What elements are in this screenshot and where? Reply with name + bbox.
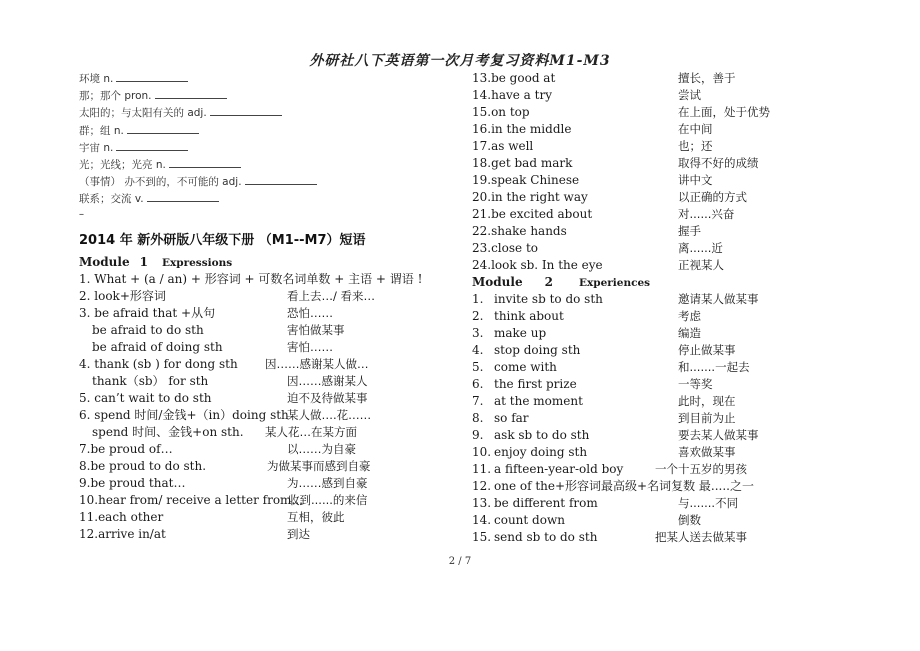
phrase-english: 17.as well [472, 139, 534, 153]
phrase-chinese: 停止做某事 [678, 343, 736, 357]
phrase-chinese: 因……感谢某人 [287, 373, 368, 388]
phrase-text: enjoy doing sth [494, 445, 588, 459]
left-column [79, 70, 459, 543]
phrase-english: 9.be proud that… [79, 475, 186, 490]
phrase-row [79, 441, 459, 458]
phrase-row [472, 342, 872, 359]
phrase-text: so far [494, 411, 529, 425]
phrase-number: 14. [472, 513, 492, 527]
phrase-row [79, 305, 459, 322]
phrase-text: make up [494, 326, 547, 340]
answer-blank[interactable] [210, 104, 282, 116]
phrase-chinese: 把某人送去做某事 [655, 530, 747, 544]
phrase-english: 19.speak Chinese [472, 173, 580, 187]
phrase-english: 3. be afraid that +从句 [79, 305, 216, 320]
phrase-english: 23.close to [472, 241, 538, 255]
phrase-english: 12.arrive in/at [79, 526, 166, 541]
phrase-chinese: 害怕做某事 [287, 322, 345, 337]
phrase-chinese: 看上去…/ 看来… [287, 288, 376, 303]
phrase-english [472, 393, 583, 410]
phrase-row [472, 172, 872, 189]
phrase-chinese: 擅长，善于 [678, 71, 736, 85]
phrase-text: ask sb to do sth [494, 428, 590, 442]
phrase-row [472, 376, 872, 393]
phrase-row [472, 461, 872, 478]
phrase-chinese: 尝试 [678, 88, 701, 102]
phrase-english: 7.be proud of… [79, 441, 173, 456]
phrase-chinese: 取得不好的成绩 [678, 156, 759, 170]
phrase-english: 1. What + (a / an) + 形容词 + 可数名词单数 + 主语 + 谓语 ! [79, 271, 423, 286]
phrase-english: 22.shake hands [472, 224, 567, 238]
phrase-row [79, 356, 459, 373]
phrase-number: 15. [472, 530, 492, 544]
phrase-chinese: 要去某人做某事 [678, 428, 759, 442]
phrase-english: 13.be good at [472, 71, 556, 85]
phrase-english [472, 444, 587, 461]
phrase-chinese: 此时，现在 [678, 394, 736, 408]
phrase-chinese: 为做某事而感到自豪 [267, 458, 371, 473]
phrase-english [472, 291, 603, 308]
phrase-row [79, 271, 459, 288]
phrase-text: stop doing sth [494, 343, 581, 357]
phrase-row [472, 138, 872, 155]
phrase-row [79, 458, 459, 475]
phrase-row [472, 206, 872, 223]
phrase-row [79, 407, 459, 424]
answer-blank[interactable] [245, 173, 317, 185]
phrase-text: the first prize [494, 377, 577, 391]
phrase-row [472, 444, 872, 461]
module-heading: Module 1 Expressions [79, 254, 233, 269]
phrase-list-m2 [472, 291, 872, 546]
phrase-text: at the moment [494, 394, 583, 408]
phrase-number: 4. [472, 343, 484, 357]
phrase-row [472, 410, 872, 427]
phrase-english: 8.be proud to do sth. [79, 458, 207, 473]
phrase-chinese: 倒数 [678, 513, 701, 527]
phrase-english [472, 461, 623, 478]
phrase-english: 21.be excited about [472, 207, 593, 221]
phrase-row [472, 478, 872, 495]
phrase-chinese: 以……为自豪 [287, 441, 356, 456]
phrase-english [472, 529, 597, 546]
phrase-number: 6. [472, 377, 484, 391]
phrase-row [79, 390, 459, 407]
phrase-english: 11.each other [79, 509, 164, 524]
phrase-number: 1. [472, 292, 484, 306]
phrase-row [472, 240, 872, 257]
phrase-chinese: 握手 [678, 224, 701, 238]
phrase-english: 4. thank (sb ) for dong sth [79, 356, 238, 371]
phrase-row [472, 495, 872, 512]
phrase-chinese: 在中间 [678, 122, 713, 136]
phrase-text: send sb to do sth [494, 530, 598, 544]
phrase-row [79, 526, 459, 543]
phrase-number: 8. [472, 411, 484, 425]
phrase-english: 15.on top [472, 105, 530, 119]
phrase-row [472, 121, 872, 138]
phrase-chinese: 到目前为止 [678, 411, 736, 425]
phrase-chinese: 迫不及待做某事 [287, 390, 368, 405]
right-column [472, 70, 872, 546]
phrase-english [472, 325, 546, 342]
phrase-chinese: 收到......的来信 [288, 492, 368, 507]
phrase-list-m1 [79, 271, 459, 543]
phrase-chinese: 害怕…… [287, 339, 333, 354]
answer-blank[interactable] [147, 190, 219, 202]
phrase-number: 7. [472, 394, 484, 408]
phrase-chinese: 恐怕…… [287, 305, 333, 320]
phrase-chinese: 讲中文 [678, 173, 713, 187]
phrase-chinese: 一等奖 [678, 377, 713, 391]
phrase-english: 10.hear from/ receive a letter from... [79, 492, 303, 507]
phrase-row [472, 70, 872, 87]
phrase-english: 16.in the middle [472, 122, 572, 136]
phrase-chinese: 也；还 [678, 139, 713, 153]
phrase-english: 5. can’t wait to do sth [79, 390, 212, 405]
phrase-english: be afraid of doing sth [92, 339, 223, 354]
phrase-english [472, 308, 564, 325]
phrase-text: a fifteen-year-old boy [494, 462, 624, 476]
phrase-text: think about [494, 309, 564, 323]
phrase-english [472, 376, 577, 393]
phrase-english: 6. spend 时间/金钱+（in）doing sth [79, 407, 289, 422]
phrase-chinese: 和.......一起去 [678, 360, 750, 374]
dash-mark: – [79, 208, 84, 220]
phrase-row [472, 393, 872, 410]
module-heading: Module 2 Experiences [472, 275, 651, 289]
phrase-number: 12. [472, 479, 492, 493]
phrase-row [79, 373, 459, 390]
phrase-text: one of the+形容词最高级+名词复数 最.....之一 [494, 479, 754, 493]
phrase-chinese: 以正确的方式 [678, 190, 747, 204]
phrase-english: 24.look sb. In the eye [472, 258, 603, 272]
phrase-english [472, 512, 565, 529]
phrase-row [472, 223, 872, 240]
phrase-english [472, 342, 580, 359]
phrase-english: 14.have a try [472, 88, 552, 102]
phrase-text: invite sb to do sth [494, 292, 603, 306]
phrase-chinese: 互相，彼此 [287, 509, 345, 524]
phrase-chinese: 为……感到自豪 [287, 475, 368, 490]
vocab-item: 群；组 n. [79, 122, 459, 139]
phrase-row [472, 87, 872, 104]
phrase-english [472, 495, 598, 512]
vocab-item: 光；光线；光亮 n. [79, 156, 459, 173]
vocab-item: （事情） 办不到的，不可能的 adj. [79, 173, 459, 190]
phrase-english: 18.get bad mark [472, 156, 573, 170]
phrase-row [472, 325, 872, 342]
phrase-number: 9. [472, 428, 484, 442]
phrase-chinese: 一个十五岁的男孩 [655, 462, 747, 476]
answer-blank[interactable] [116, 139, 188, 151]
phrase-row [472, 512, 872, 529]
page-title: 外研社八下英语第一次月考复习资料M1-M3 [309, 53, 611, 69]
phrase-row [472, 155, 872, 172]
phrase-row [79, 475, 459, 492]
vocab-item: 太阳的；与太阳有关的 adj. [79, 104, 459, 121]
phrase-row [472, 427, 872, 444]
phrase-text: count down [494, 513, 565, 527]
phrase-english [472, 359, 557, 376]
phrase-chinese: 因……感谢某人做… [265, 356, 369, 371]
phrase-chinese: 对......兴奋 [678, 207, 735, 221]
phrase-row [79, 322, 459, 339]
phrase-row [79, 424, 459, 441]
phrase-row [79, 288, 459, 305]
phrase-english: 20.in the right way [472, 190, 588, 204]
phrase-number: 3. [472, 326, 484, 340]
vocab-list [79, 70, 459, 222]
vocab-item: 联系；交流 v. [79, 190, 459, 207]
phrase-chinese: 喜欢做某事 [678, 445, 736, 459]
phrase-row [472, 529, 872, 546]
phrase-english: spend 时间、金钱+on sth. [92, 424, 244, 439]
answer-blank[interactable] [169, 156, 241, 168]
phrase-chinese: 到达 [287, 526, 310, 541]
phrase-row [472, 257, 872, 274]
vocab-item: 宇宙 n. [79, 139, 459, 156]
phrase-chinese: 邀请某人做某事 [678, 292, 759, 306]
phrase-english: be afraid to do sth [92, 322, 204, 337]
phrase-chinese: 某人花…在某方面 [265, 424, 357, 439]
phrase-text: be different from [494, 496, 598, 510]
phrase-row [472, 359, 872, 376]
page-number: 2 / 7 [448, 556, 472, 567]
phrase-number: 13. [472, 496, 492, 510]
phrase-row [79, 509, 459, 526]
phrase-chinese: 考虑 [678, 309, 701, 323]
phrase-chinese: 某人做….花…… [287, 407, 372, 422]
phrase-row [472, 104, 872, 121]
phrase-row [472, 189, 872, 206]
phrase-english: thank（sb） for sth [92, 373, 209, 388]
phrase-chinese: 与.......不同 [678, 496, 739, 510]
phrase-row [472, 308, 872, 325]
phrase-chinese: 离......近 [678, 241, 723, 255]
phrase-english [472, 427, 589, 444]
phrase-chinese: 在上面，处于优势 [678, 105, 770, 119]
phrase-number: 10. [472, 445, 492, 459]
vocab-item: 环境 n. [79, 70, 459, 87]
phrase-list-m1-cont [472, 70, 872, 274]
phrase-english [472, 478, 754, 495]
answer-blank[interactable] [155, 87, 227, 99]
phrase-english: 2. look+形容词 [79, 288, 166, 303]
phrase-chinese: 正视某人 [678, 258, 724, 272]
phrase-english [472, 410, 529, 427]
phrase-text: come with [494, 360, 557, 374]
section-heading: 2014 年 新外研版八年级下册 （M1--M7）短语 [79, 232, 366, 248]
phrase-chinese: 编造 [678, 326, 701, 340]
answer-blank[interactable] [116, 70, 188, 82]
phrase-number: 2. [472, 309, 484, 323]
answer-blank[interactable] [127, 122, 199, 134]
phrase-row [79, 339, 459, 356]
phrase-number: 5. [472, 360, 484, 374]
phrase-number: 11. [472, 462, 492, 476]
vocab-item: 那；那个 pron. [79, 87, 459, 104]
phrase-row [79, 492, 459, 509]
phrase-row [472, 291, 872, 308]
